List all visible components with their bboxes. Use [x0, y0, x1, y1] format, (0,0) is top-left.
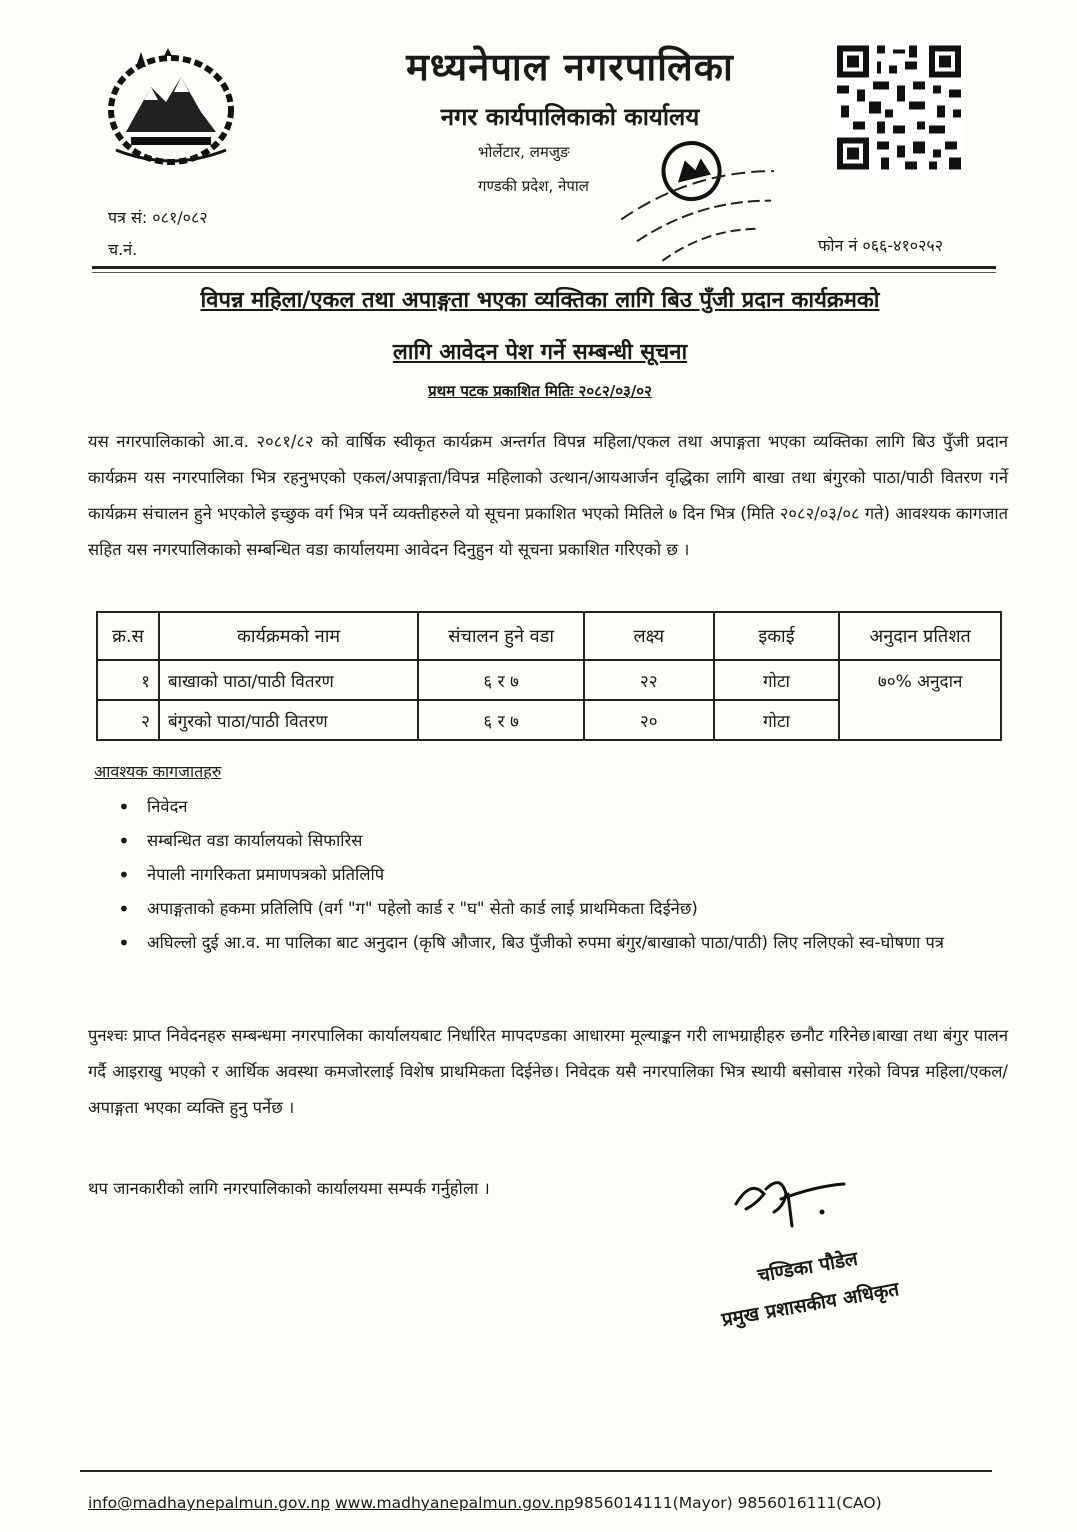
office-name: नगर कार्यपालिकाको कार्यालय: [440, 103, 700, 131]
header-divider: [92, 266, 996, 269]
header-program-name: कार्यक्रमको नाम: [159, 612, 418, 660]
footer-email-link[interactable]: info@madhaynepalmun.gov.np: [88, 1494, 331, 1512]
cell-program-name: बंगुरको पाठा/पाठी वितरण: [159, 700, 418, 740]
letter-reference-number: पत्र सं: ०८१/०८२: [108, 208, 208, 227]
list-item: • निवेदन: [118, 790, 1008, 824]
table-header-row: [97, 612, 1001, 660]
required-documents-heading: आवश्यक कागजातहरु: [94, 762, 222, 781]
cell-program-name: बाखाको पाठा/पाठी वितरण: [159, 660, 418, 700]
footer-website-link[interactable]: www.madhyanepalmun.gov.np: [335, 1494, 575, 1512]
contact-note: थप जानकारीको लागि नगरपालिकाको कार्यालयमा सम्पर्क गर्नुहोला ।: [88, 1179, 490, 1198]
notice-title-line-1: विपन्न महिला/एकल तथा अपाङ्गता भएका व्यक्तिका लागि बिउ पुँजी प्रदान कार्यक्रमको: [200, 288, 880, 313]
nepal-government-emblem-icon: [96, 42, 246, 172]
header-target: लक्ष्य: [584, 612, 714, 660]
qr-code-icon: [833, 40, 965, 175]
published-date: प्रथम पटक प्रकाशित मितिः २०८२/०३/०२: [428, 382, 652, 400]
cell-target: २२: [584, 660, 714, 700]
cell-serial: २: [97, 700, 159, 740]
cell-unit: गोटा: [714, 660, 840, 700]
office-stamp-icon: [600, 130, 800, 280]
list-item: • नेपाली नागरिकता प्रमाणपत्रको प्रतिलिपि: [118, 858, 1008, 892]
address-line-2: गण्डकी प्रदेश, नेपाल: [478, 177, 589, 195]
list-item: • अघिल्लो दुई आ.व. मा पालिका बाट अनुदान (कृषि औजार, बिउ पुँजीको रुपमा बंगुर/बाखाको पाठा/पाठी) लिए नलिएको स्व-घोषणा पत्र: [118, 926, 1008, 960]
header-unit: इकाई: [714, 612, 840, 660]
notice-body: यस नगरपालिकाको आ.व. २०८१/८२ को वार्षिक स्वीकृत कार्यक्रम अन्तर्गत विपन्न महिला/एकल तथा अपाङ्गता भएका व्यक्तिका लागि बिउ पुँजी प्रदान कार्यक्रम यस नगरपालिका भित्र रहनुभएको एकल/अपाङ्गता/विपन्न महिलाको उत्थान/आयआर्जन वृद्धिका लागि बाखा तथा बंगुरको पाठा/पाठी वितरण गर्ने कार्यक्रम संचालन हुने भएकोले इच्छुक वर्ग भित्र पर्ने व्यक्तीहरुले यो सूचना प्रकाशित भएको मितिले ७ दिन भित्र (मिति २०८२/०३/०८ गते) आवश्यक कागजात सहित यस नगरपालिकाको सम्बन्धित वडा कार्यालयमा आवेदन दिनुहुन यो सूचना प्रकाशित गरिएको छ ।: [88, 432, 1008, 559]
signatory-title: प्रमुख प्रशासकीय अधिकृत: [720, 1278, 901, 1332]
footer: [88, 1494, 882, 1512]
handwritten-signature-icon: [726, 1164, 856, 1234]
table-row: [97, 660, 1001, 700]
cell-wards: ६ र ७: [418, 660, 584, 700]
notice-title-line-2: लागि आवेदन पेश गर्ने सम्बन्धी सूचना: [392, 340, 688, 365]
cell-serial: १: [97, 660, 159, 700]
cell-subsidy: ७०% अनुदान: [839, 660, 1001, 740]
footer-phones: 9856014111(Mayor) 9856016111(CAO): [574, 1494, 882, 1512]
cell-unit: गोटा: [714, 700, 840, 740]
postscript: पुनश्चः प्राप्त निवेदनहरु सम्बन्धमा नगरपालिका कार्यालयबाट निर्धारित मापदण्डका आधारमा मूल्याङ्कन गरी लाभग्राहीहरु छनौट गरिनेछ।बाखा तथा बंगुर पालन गर्दै आइराखु भएको र आर्थिक अवस्था कमजोरलाई विशेष प्राथमिकता दिईनेछ। निवेदक यसै नगरपालिका भित्र स्थायी बसोवास गरेको विपन्न महिला/एकल/अपाङ्गता भएका व्यक्ति हुनु पर्नेछ ।: [88, 1026, 1008, 1117]
address-line-1: भोर्लेटार, लमजुङ: [478, 143, 570, 161]
footer-divider: [80, 1470, 992, 1472]
header-divider-thin: [92, 272, 996, 273]
list-item: • अपाङ्गताको हकमा प्रतिलिपि (वर्ग "ग" पहेलो कार्ड र "घ" सेतो कार्ड लाई प्राथमिकता दिईनेछ): [118, 892, 1008, 926]
office-phone: फोन नं ०६६-४१०२५२: [818, 236, 944, 255]
dispatch-number: च.नं.: [108, 240, 138, 259]
header-subsidy: अनुदान प्रतिशत: [839, 612, 1001, 660]
required-documents-list: [118, 790, 1008, 960]
program-table: [96, 611, 1002, 741]
org-name: मध्यनेपाल नगरपालिका: [406, 45, 734, 89]
signatory-name: चण्डिका पौडेल: [756, 1247, 860, 1288]
header-serial: क्र.स: [97, 612, 159, 660]
cell-target: २०: [584, 700, 714, 740]
cell-wards: ६ र ७: [418, 700, 584, 740]
header-wards: संचालन हुने वडा: [418, 612, 584, 660]
list-item: • सम्बन्धित वडा कार्यालयको सिफारिस: [118, 824, 1008, 858]
